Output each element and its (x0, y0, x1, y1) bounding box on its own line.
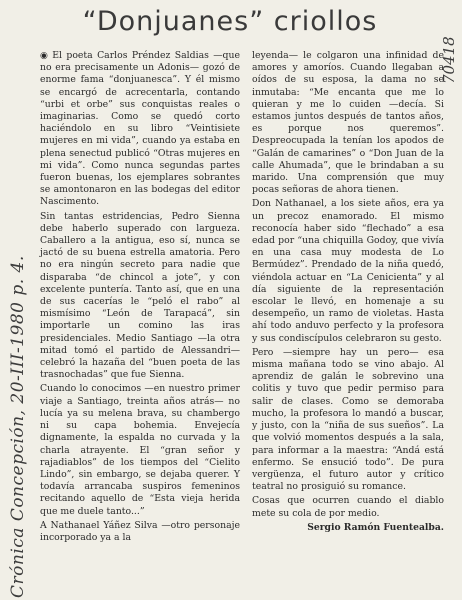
paragraph: A Nathanael Yáñez Silva —otro personaje incorporado ya a la (40, 519, 240, 543)
paragraph (40, 50, 240, 209)
paragraph: Don Nathanael, a los siete años, era ya un precoz enamorado. El mismo reconocía haber sido “flechado” a esa edad por “una chiquilla Godoy, que vivía en una casa muy modesta de Lo Bermúdez”. Prendado de la niña quedó, viéndola actuar en “La Cenicienta” y al día siguiente de la representación escolar le llevó, en homenaje a su desempeño, un ramo de violetas. Hasta ahí todo anduvo perfecto y la profesora y sus condiscípulos celebraron su gesto. (252, 198, 444, 344)
handwritten-source-note (8, 38, 32, 598)
paragraph: leyenda— le colgaron una infinidad de amores y amoríos. Cuando llegaban a oídos de su esposa, la dama no se inmutaba: “Me encanta que me lo quieran y me lo cuiden —decía. Si estamos juntos después de tantos años, es porque nos queremos”. Despreocupada la tenían los apodos de “Galán de camarines” o “Don Juan de la calle Ahumada”, que le brindaban a su marido. Una comprensión que muy pocas señoras de ahora tienen. (252, 50, 444, 196)
paragraph: Sin tantas estridencias, Pedro Sienna debe haberlo superado con largueza. Caballero a la antigua, eso sí, nunca se jactó de su buena estrella amatoria. Pero no era ningún secreto para nadie que disparaba “de chincol a jote”, y con excelente puntería. Tanto así, que en una de sus cacerías le “peló el rabo” al mismísimo “León de Tarapacá”, sin importarle un comino las iras presidenciales. Medio Santiago —la otra mitad tomó el partido de Alessandri— celebró la hazaña del “buen poeta de las trasnochadas” que fue Sienna. (40, 210, 240, 381)
paragraph-text: El poeta Carlos Préndez Saldias —que no era precisamente un Adonis— gozó de enorme fama “donjuanesca”. Y él mismo se encargó de acrecentarla, contando “urbi et orbe” sus conquistas reales o imaginarias. Como se quedó corto haciéndolo en su libro “Veintisiete mujeres en mi vida”, cuando ya estaba en plena senectud publicó “Otras mujeres en mi vida”. Como nunca segundas partes fueron buenas, los ejemplares sobrantes se amontonaron en las bodegas del editor Nascimento. (40, 50, 240, 208)
headline: “Donjuanes” criollos (82, 6, 378, 37)
paragraph: Cosas que ocurren cuando el diablo mete su cola de por medio. (252, 495, 444, 519)
bullet-icon: ◉ (40, 51, 50, 61)
handwritten-source-text: Crónica Concepción, 20-III-1980 p. 4. (8, 255, 28, 598)
author-signature: Sergio Ramón Fuentealba. (307, 521, 444, 533)
article-column-right (252, 50, 444, 536)
paragraph: Cuando lo conocimos —en nuestro primer viaje a Santiago, treinta años atrás— no lucía ya su melena brava, su chambergo ni su capa bohemia. Envejecía dignamente, la espalda no curvada y la charla atrayente. El “gran señor y rajadiablos” de los tiempos del “Cielito Lindo”, sin embargo, se dejaba querer. Y todavía arrancaba suspiros femeninos recitando aquello de “Esta vieja herida que me duele tanto...” (40, 383, 240, 517)
handwritten-corner-text: 70418 (440, 36, 458, 84)
article-column-left (40, 50, 240, 546)
paragraph: Pero —siempre hay un pero— esa misma mañana todo se vino abajo. Al aprendiz de galán le sobrevino una colitis y tuvo que pedir permiso para salir de clases. Como se demoraba mucho, la profesora lo mandó a buscar, y justo, con la “niña de sus sueños”. La que volvió momentos después a la sala, para informar a la maestra: “Andá está enfermo. Se ensució todo”. De pura vergüenza, el futuro autor y crítico teatral no prosiguió su romance. (252, 346, 444, 493)
